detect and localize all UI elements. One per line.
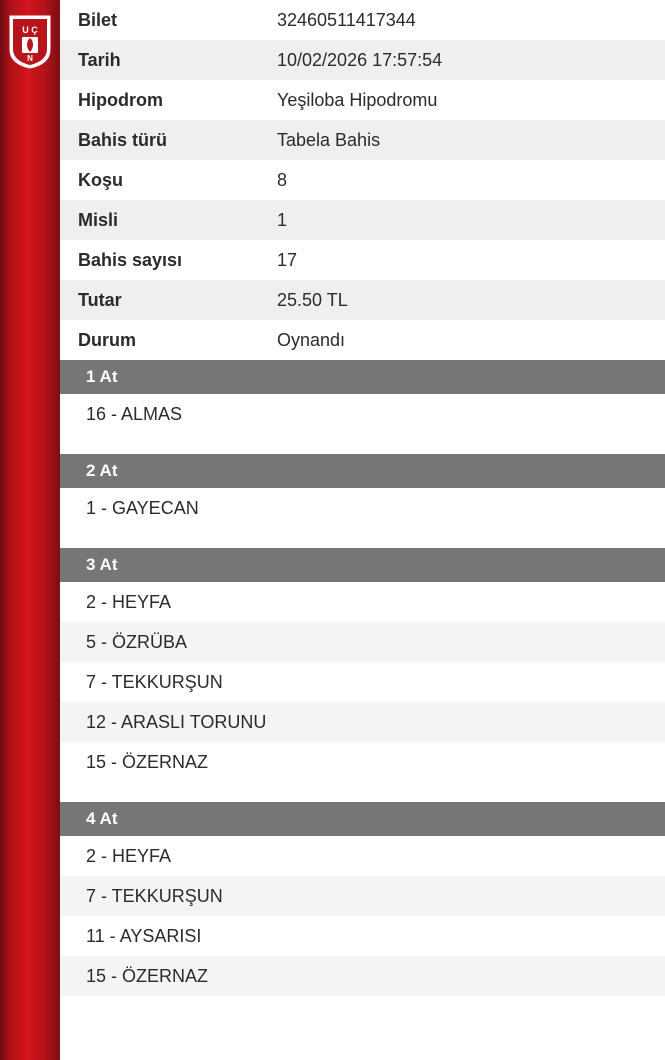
table-row bbox=[60, 120, 665, 160]
info-label: Misli bbox=[78, 209, 119, 230]
list-item[interactable]: 1 - GAYECAN bbox=[60, 488, 665, 528]
info-label: Bahis sayısı bbox=[78, 249, 183, 270]
info-value: 8 bbox=[277, 169, 288, 190]
left-accent-bar bbox=[0, 0, 60, 1060]
info-label: Bahis türü bbox=[78, 129, 168, 150]
leg-group-header: 3 At bbox=[60, 548, 665, 582]
table-row bbox=[60, 200, 665, 240]
group-spacer bbox=[60, 440, 665, 454]
list-item[interactable]: 11 - AYSARISI bbox=[60, 916, 665, 956]
list-item[interactable]: 7 - TEKKURŞUN bbox=[60, 662, 665, 702]
leg-group-1 bbox=[60, 360, 665, 440]
ticket-info-table bbox=[60, 0, 665, 360]
info-label: Koşu bbox=[78, 169, 123, 190]
table-row bbox=[60, 160, 665, 200]
leg-group-header: 4 At bbox=[60, 802, 665, 836]
group-spacer bbox=[60, 534, 665, 548]
info-label: Tutar bbox=[78, 289, 122, 310]
svg-text:U Ç: U Ç bbox=[22, 25, 38, 35]
info-value: Yeşiloba Hipodromu bbox=[277, 89, 438, 110]
table-row bbox=[60, 80, 665, 120]
leg-group-header: 2 At bbox=[60, 454, 665, 488]
leg-group-2 bbox=[60, 454, 665, 534]
info-value: 10/02/2026 17:57:54 bbox=[277, 49, 443, 70]
info-label: Tarih bbox=[78, 49, 121, 70]
club-crest-logo bbox=[8, 14, 52, 70]
table-row bbox=[60, 0, 665, 40]
info-value: 25.50 TL bbox=[277, 289, 348, 310]
table-row bbox=[60, 240, 665, 280]
list-item[interactable]: 12 - ARASLI TORUNU bbox=[60, 702, 665, 742]
info-value: 32460511417344 bbox=[277, 9, 416, 30]
info-label: Hipodrom bbox=[78, 89, 163, 110]
list-item[interactable]: 15 - ÖZERNAZ bbox=[60, 956, 665, 996]
leg-group-3 bbox=[60, 548, 665, 788]
info-value: 17 bbox=[277, 249, 298, 270]
info-value: Tabela Bahis bbox=[277, 129, 381, 150]
leg-group-4 bbox=[60, 802, 665, 1002]
group-spacer bbox=[60, 788, 665, 802]
list-item[interactable]: 2 - HEYFA bbox=[60, 582, 665, 622]
table-row bbox=[60, 40, 665, 80]
table-row bbox=[60, 320, 665, 360]
info-label: Bilet bbox=[78, 9, 118, 30]
info-value: Oynandı bbox=[277, 329, 346, 350]
ticket-detail-content bbox=[60, 0, 665, 1060]
list-item[interactable]: 7 - TEKKURŞUN bbox=[60, 876, 665, 916]
info-label: Durum bbox=[78, 329, 136, 350]
table-row bbox=[60, 280, 665, 320]
list-item[interactable]: 15 - ÖZERNAZ bbox=[60, 742, 665, 782]
svg-text:N: N bbox=[27, 54, 33, 63]
list-item[interactable]: 2 - HEYFA bbox=[60, 836, 665, 876]
leg-group-header: 1 At bbox=[60, 360, 665, 394]
list-item[interactable]: 16 - ALMAS bbox=[60, 394, 665, 434]
group-spacer bbox=[60, 1002, 665, 1016]
list-item[interactable]: 5 - ÖZRÜBA bbox=[60, 622, 665, 662]
info-value: 1 bbox=[277, 209, 288, 230]
